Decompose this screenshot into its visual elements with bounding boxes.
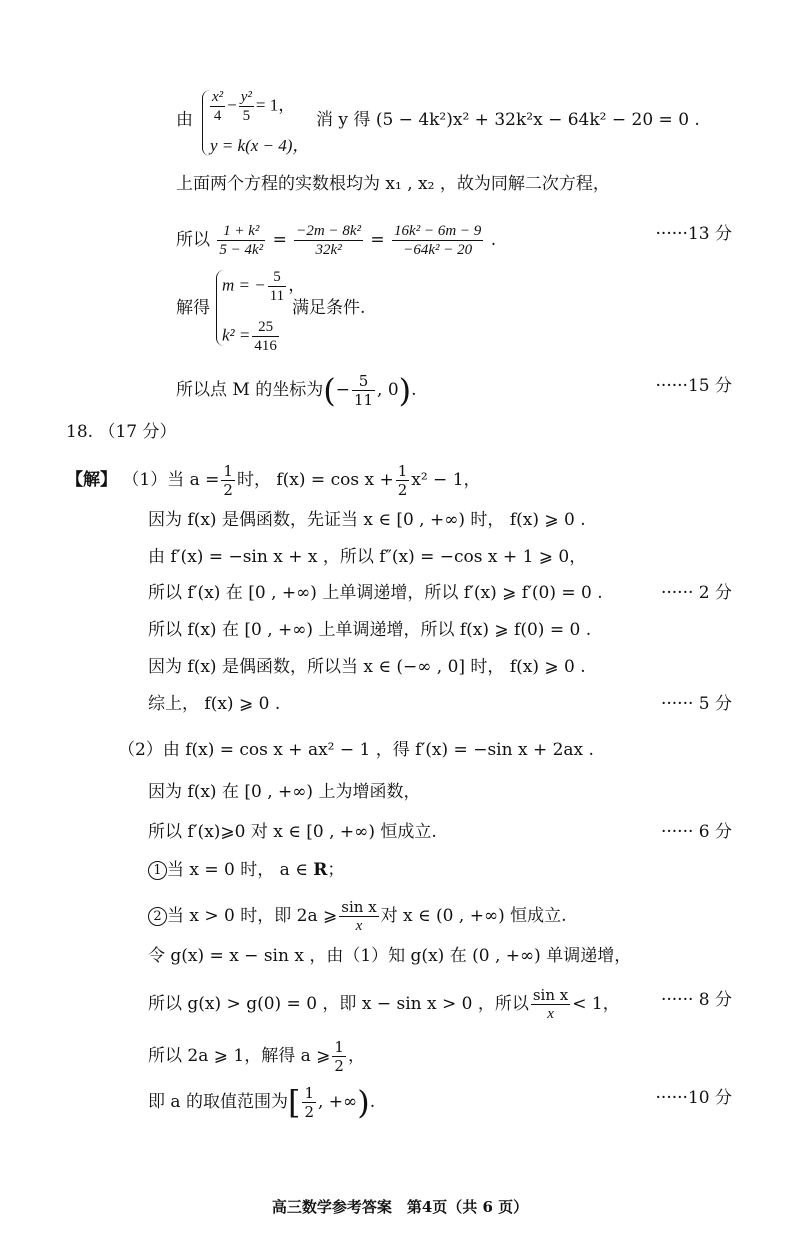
coord-line: 所以点 M 的坐标为(− $\frac{5}{11}$ , 0). (176, 371, 417, 410)
system1-eq1: $\frac{\text{x²}}{4}$ − $\frac{\text{y²}}{5}$ = 1， (212, 89, 296, 124)
range-line: 即 a 的取值范围为[ $\frac{1}{2}$ , +∞). (148, 1083, 376, 1122)
q18-p2-l3: 所以 f′(x)⩾0 对 x ∈ [0 , +∞) 恒成立. (148, 822, 437, 842)
system1-eliminate: 消 y 得 (5 − 4k²)x² + 32k²x − 64k² − 20 = 0 . (316, 110, 700, 130)
q18-l3: 所以 f′(x) 在 [0 , +∞) 上单调递增，所以 f′(x) ⩾ f′(0) = 0 . (148, 583, 603, 603)
system1-eq2: y = k(x − 4)， (210, 136, 310, 155)
page-footer: 高三数学参考答案 第4页（共 6 页） (271, 1198, 529, 1216)
score-8: ······ 8 分 (660, 990, 732, 1010)
circle-2-icon: 2 (148, 907, 167, 926)
a-line: 所以 2a ⩾ 1，解得 a ⩾ $\frac{1}{2}$ ， (148, 1038, 365, 1075)
score-10: ······10 分 (655, 1088, 732, 1108)
q18-header: 18. （17 分） (66, 422, 177, 442)
q18-l4: 所以 f(x) 在 [0 , +∞) 上单调递增，所以 f(x) ⩾ f(0) = 0 . (148, 620, 592, 640)
system1-lead: 由 (176, 110, 193, 130)
g2-line: 所以 g(x) > g(0) = 0 ，即 x − sin x > 0 ，所以 $\frac{\text{sin x}}{x}$ < 1， (148, 986, 620, 1022)
solve-m: m = − $\frac{5}{11}$ ， (222, 269, 306, 304)
solve-tail: 满足条件. (292, 298, 366, 318)
case2-line: 2 当 x > 0 时，即 2a ⩾ $\frac{\text{sin x}}{x}$ 对 x ∈ (0 , +∞) 恒成立. (148, 898, 567, 935)
q18-l6: 综上， f(x) ⩾ 0 . (148, 694, 281, 714)
g-line: 令 g(x) = x − sin x ，由（1）知 g(x) 在 (0 , +∞) 单调递增， (148, 946, 632, 966)
case1-line: 1 当 x = 0 时， a ∈ R； (148, 858, 344, 882)
score-13: ······13 分 (655, 224, 732, 244)
circle-1-icon: 1 (148, 861, 167, 880)
score-5: ······ 5 分 (660, 694, 732, 714)
score-15: ······15 分 (655, 376, 732, 396)
q18-l2: 由 f′(x) = −sin x + x ，所以 f″(x) = −cos x + 1 ⩾ 0， (148, 547, 587, 567)
q18-p2-l1: （2）由 f(x) = cos x + ax² − 1 ，得 f′(x) = −sin x + 2ax . (118, 740, 594, 760)
solve-lead: 解得 (176, 298, 210, 318)
score-6: ······ 6 分 (660, 822, 732, 842)
q18-l5: 因为 f(x) 是偶函数，所以当 x ∈ (−∞ , 0] 时， f(x) ⩾ 0 . (148, 657, 586, 677)
solve-k: k² = $\frac{25}{416}$ (222, 319, 277, 354)
roots-text: 上面两个方程的实数根均为 x₁ , x₂ ，故为同解二次方程， (176, 174, 610, 194)
q18-p2-l2: 因为 f(x) 在 [0 , +∞) 上为增函数， (148, 782, 421, 802)
q18-part1-intro: 【解】 （1）当 a = $\frac{1}{2}$ 时， f(x) = cos x + $\frac{1}{2}$ x² − 1， (66, 462, 481, 499)
ratio-equation: 所以 $\frac{\text{1 + k²}}{\text{5 − 4k²}}$ = $\frac{\text{−2m − 8k²}}{\text{32k²}}$ = $\frac{\text{16k² − 6m − 9}}{\text{−64k² − 20}}$ . (176, 223, 497, 258)
q18-l1: 因为 f(x) 是偶函数，先证当 x ∈ [0 , +∞) 时， f(x) ⩾ 0 . (148, 510, 586, 530)
score-2: ······ 2 分 (660, 583, 732, 603)
